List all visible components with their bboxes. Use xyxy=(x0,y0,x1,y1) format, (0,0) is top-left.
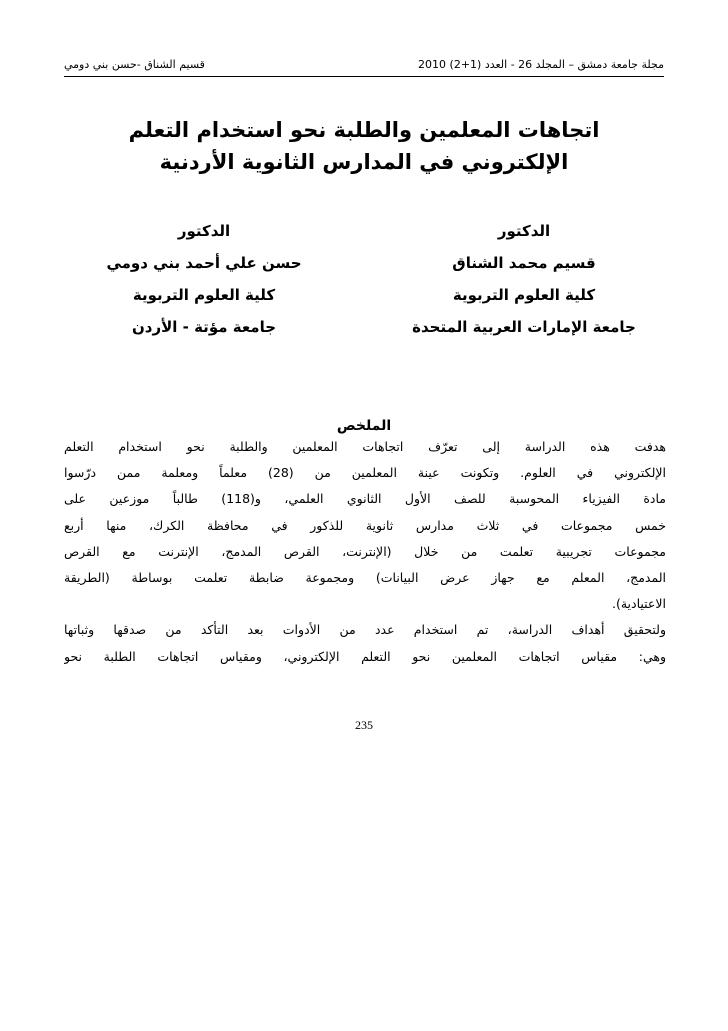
abstract-line: مجموعات تجريبية تعلمت من خلال (الإنترنت، القرص المدمج، الإنترنت مع القرص xyxy=(64,543,666,559)
article-title-line-2: الإلكتروني في المدارس الثانوية الأردنية xyxy=(159,150,569,174)
author-university: جامعة الإمارات العربية المتحدة xyxy=(412,318,636,336)
abstract-line: مادة الفيزياء المحوسبة للصف الأول الثانوي العلمي، و(118) طالباً موزعين على xyxy=(64,491,666,507)
author-name: حسن علي أحمد بني دومي xyxy=(106,254,302,272)
abstract-line: هدفت هذه الدراسة إلى تعرّف اتجاهات المعلمين والطلبة نحو استخدام التعلم xyxy=(64,439,666,454)
abstract-heading: الملخص xyxy=(336,418,392,434)
author-academic-title: الدكتور xyxy=(177,222,231,240)
abstract-line: وهي: مقياس اتجاهات المعلمين نحو التعلم الإلكتروني، ومقياس اتجاهات الطلبة نحو xyxy=(64,648,666,664)
abstract-line: الاعتيادية). xyxy=(611,596,666,612)
journal-citation: مجلة جامعة دمشق – المجلد 26 - العدد (1+2) 2010 xyxy=(418,58,664,71)
abstract-line: خمس مجموعات في ثلاث مدارس ثانوية للذكور في محافظة الكرك، منها أربع xyxy=(64,517,666,533)
header-rule xyxy=(64,76,664,77)
author-block-first xyxy=(384,222,664,352)
author-academic-title: الدكتور xyxy=(497,222,551,240)
article-title-line-1: اتجاهات المعلمين والطلبة نحو استخدام التعلم xyxy=(128,118,600,142)
abstract-line: المدمج، المعلم مع جهاز عرض البيانات) ومجموعة ضابطة تعلمت بوساطة (الطريقة xyxy=(64,569,666,585)
abstract-body xyxy=(64,434,666,670)
author-name: قسيم محمد الشناق xyxy=(452,254,596,272)
abstract-line: ولتحقيق أهداف الدراسة، تم استخدام عدد من الأدوات بعد التأكد من صدقها وثباتها xyxy=(64,622,666,638)
author-college: كلية العلوم التربوية xyxy=(452,286,596,304)
running-authors: قسيم الشناق -حسن بني دومي xyxy=(64,58,205,71)
author-university: جامعة مؤتة - الأردن xyxy=(131,318,277,336)
author-college: كلية العلوم التربوية xyxy=(132,286,276,304)
running-header xyxy=(64,58,664,74)
abstract-line: الإلكتروني في العلوم. وتكونت عينة المعلمين من (28) معلماً ومعلمة ممن درّسوا xyxy=(64,465,666,481)
page-number: 235 xyxy=(355,718,373,732)
author-block-second xyxy=(64,222,344,352)
